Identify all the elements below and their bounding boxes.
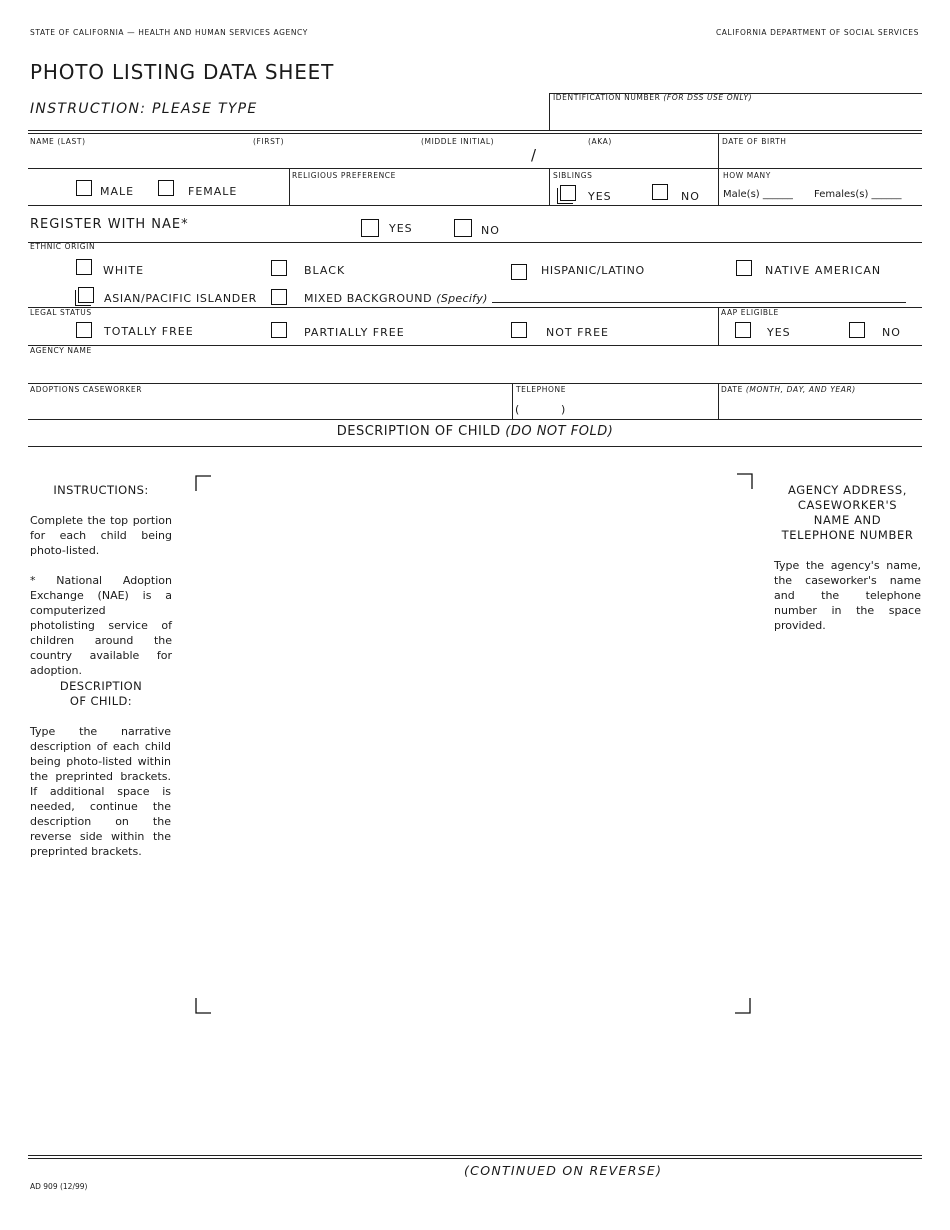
- telephone-area-close: ): [561, 403, 566, 416]
- native-american-label: NATIVE AMERICAN: [765, 264, 882, 277]
- aap-yes-checkbox[interactable]: [735, 322, 751, 338]
- male-label: MALE: [100, 185, 135, 198]
- totally-free-label: TOTALLY FREE: [104, 325, 194, 338]
- religious-preference-label: RELIGIOUS PREFERENCE: [292, 171, 396, 180]
- name-field[interactable]: [30, 148, 716, 166]
- female-label: FEMALE: [188, 185, 238, 198]
- aap-yes-label: YES: [767, 326, 791, 339]
- mixed-background-checkbox[interactable]: [271, 289, 287, 305]
- white-checkbox[interactable]: [76, 259, 92, 275]
- siblings-yes-label: YES: [588, 190, 612, 203]
- bracket-bottom-right: [735, 998, 751, 1014]
- siblings-no-checkbox[interactable]: [652, 184, 668, 200]
- state-agency-label: STATE OF CALIFORNIA — HEALTH AND HUMAN SERVICES AGENCY: [30, 28, 308, 37]
- asian-pacific-checkbox[interactable]: [78, 287, 94, 303]
- ethnic-origin-label: ETHNIC ORIGIN: [30, 242, 96, 251]
- description-header: DESCRIPTION OF CHILD (DO NOT FOLD): [336, 424, 614, 439]
- females-count-field[interactable]: Females(s) ______: [814, 189, 902, 200]
- religious-preference-field[interactable]: [293, 182, 545, 202]
- bracket-top-left: [195, 475, 211, 491]
- name-first-label: (FIRST): [253, 137, 285, 146]
- siblings-no-label: NO: [681, 190, 700, 203]
- nae-no-label: NO: [481, 224, 500, 237]
- aap-no-label: NO: [882, 326, 901, 339]
- siblings-label: SIBLINGS: [553, 171, 593, 180]
- middle-initial-label: (MIDDLE INITIAL): [421, 137, 495, 146]
- date-field[interactable]: [722, 396, 918, 416]
- form-number: AD 909 (12/99): [30, 1182, 88, 1191]
- instructions-paragraph-2: * National Adoption Exchange (NAE) is a computerized photolisting service of children around the country available for adoption.: [30, 574, 172, 677]
- bracket-bottom-left: [195, 998, 211, 1014]
- nae-yes-checkbox[interactable]: [361, 219, 379, 237]
- aap-eligible-label: AAP ELIGIBLE: [721, 308, 779, 317]
- mixed-specify-line[interactable]: [492, 302, 906, 303]
- instructions-title: INSTRUCTIONS:: [53, 483, 149, 497]
- black-checkbox[interactable]: [271, 260, 287, 276]
- dob-field[interactable]: [722, 148, 918, 166]
- caseworker-label: ADOPTIONS CASEWORKER: [30, 385, 143, 394]
- female-checkbox[interactable]: [158, 180, 174, 196]
- description-instructions-title: DESCRIPTION OF CHILD:: [59, 679, 143, 708]
- partially-free-checkbox[interactable]: [271, 322, 287, 338]
- mixed-background-label: MIXED BACKGROUND (Specify): [304, 292, 488, 305]
- id-number-field[interactable]: [553, 104, 919, 128]
- dob-label: DATE OF BIRTH: [722, 137, 787, 146]
- agency-name-field[interactable]: [30, 357, 918, 381]
- nae-no-checkbox[interactable]: [454, 219, 472, 237]
- totally-free-checkbox[interactable]: [76, 322, 92, 338]
- register-nae-label: REGISTER WITH NAE*: [30, 217, 189, 232]
- telephone-field[interactable]: [516, 396, 714, 416]
- instructions-paragraph-3: Type the narrative description of each child being photo-listed within the preprinted brackets. If additional space is needed, continue the description on the reverse side within the preprinted brackets.: [30, 725, 171, 858]
- how-many-label: HOW MANY: [723, 171, 771, 180]
- agency-address-title: AGENCY ADDRESS, CASEWORKER'S NAME AND TELEPHONE NUMBER: [781, 483, 914, 542]
- aka-label: (AKA): [588, 137, 612, 146]
- name-last-label: NAME (LAST): [30, 137, 86, 146]
- hispanic-checkbox[interactable]: [511, 264, 527, 280]
- native-american-checkbox[interactable]: [736, 260, 752, 276]
- description-area[interactable]: [196, 475, 752, 1015]
- instructions-paragraph-1: Complete the top portion for each child being photo-listed.: [30, 514, 172, 557]
- nae-yes-label: YES: [389, 222, 413, 235]
- instruction-text: INSTRUCTION: PLEASE TYPE: [30, 101, 258, 117]
- bracket-top-right: [737, 473, 753, 489]
- agency-address-paragraph: Type the agency's name, the caseworker's name and the telephone number in the space provided.: [774, 559, 921, 632]
- continued-on-reverse: (CONTINUED ON REVERSE): [464, 1163, 663, 1178]
- page-title: PHOTO LISTING DATA SHEET: [30, 60, 335, 84]
- telephone-area-open: (: [515, 403, 520, 416]
- black-label: BLACK: [304, 264, 346, 277]
- telephone-label: TELEPHONE: [516, 385, 567, 394]
- males-count-field[interactable]: Male(s) ______: [723, 189, 793, 200]
- not-free-checkbox[interactable]: [511, 322, 527, 338]
- asian-pacific-label: ASIAN/PACIFIC ISLANDER: [104, 292, 257, 305]
- caseworker-field[interactable]: [30, 396, 508, 416]
- department-label: CALIFORNIA DEPARTMENT OF SOCIAL SERVICES: [715, 28, 919, 37]
- aka-slash: /: [531, 146, 537, 164]
- male-checkbox[interactable]: [76, 180, 92, 196]
- agency-name-label: AGENCY NAME: [30, 346, 92, 355]
- date-label: DATE (MONTH, DAY, AND YEAR): [721, 385, 856, 394]
- aap-no-checkbox[interactable]: [849, 322, 865, 338]
- partially-free-label: PARTIALLY FREE: [304, 326, 405, 339]
- legal-status-label: LEGAL STATUS: [30, 308, 92, 317]
- hispanic-label: HISPANIC/LATINO: [541, 264, 645, 277]
- siblings-yes-checkbox[interactable]: [560, 185, 576, 201]
- not-free-label: NOT FREE: [546, 326, 609, 339]
- white-label: WHITE: [103, 264, 145, 277]
- id-number-label: IDENTIFICATION NUMBER (FOR DSS USE ONLY): [553, 93, 753, 102]
